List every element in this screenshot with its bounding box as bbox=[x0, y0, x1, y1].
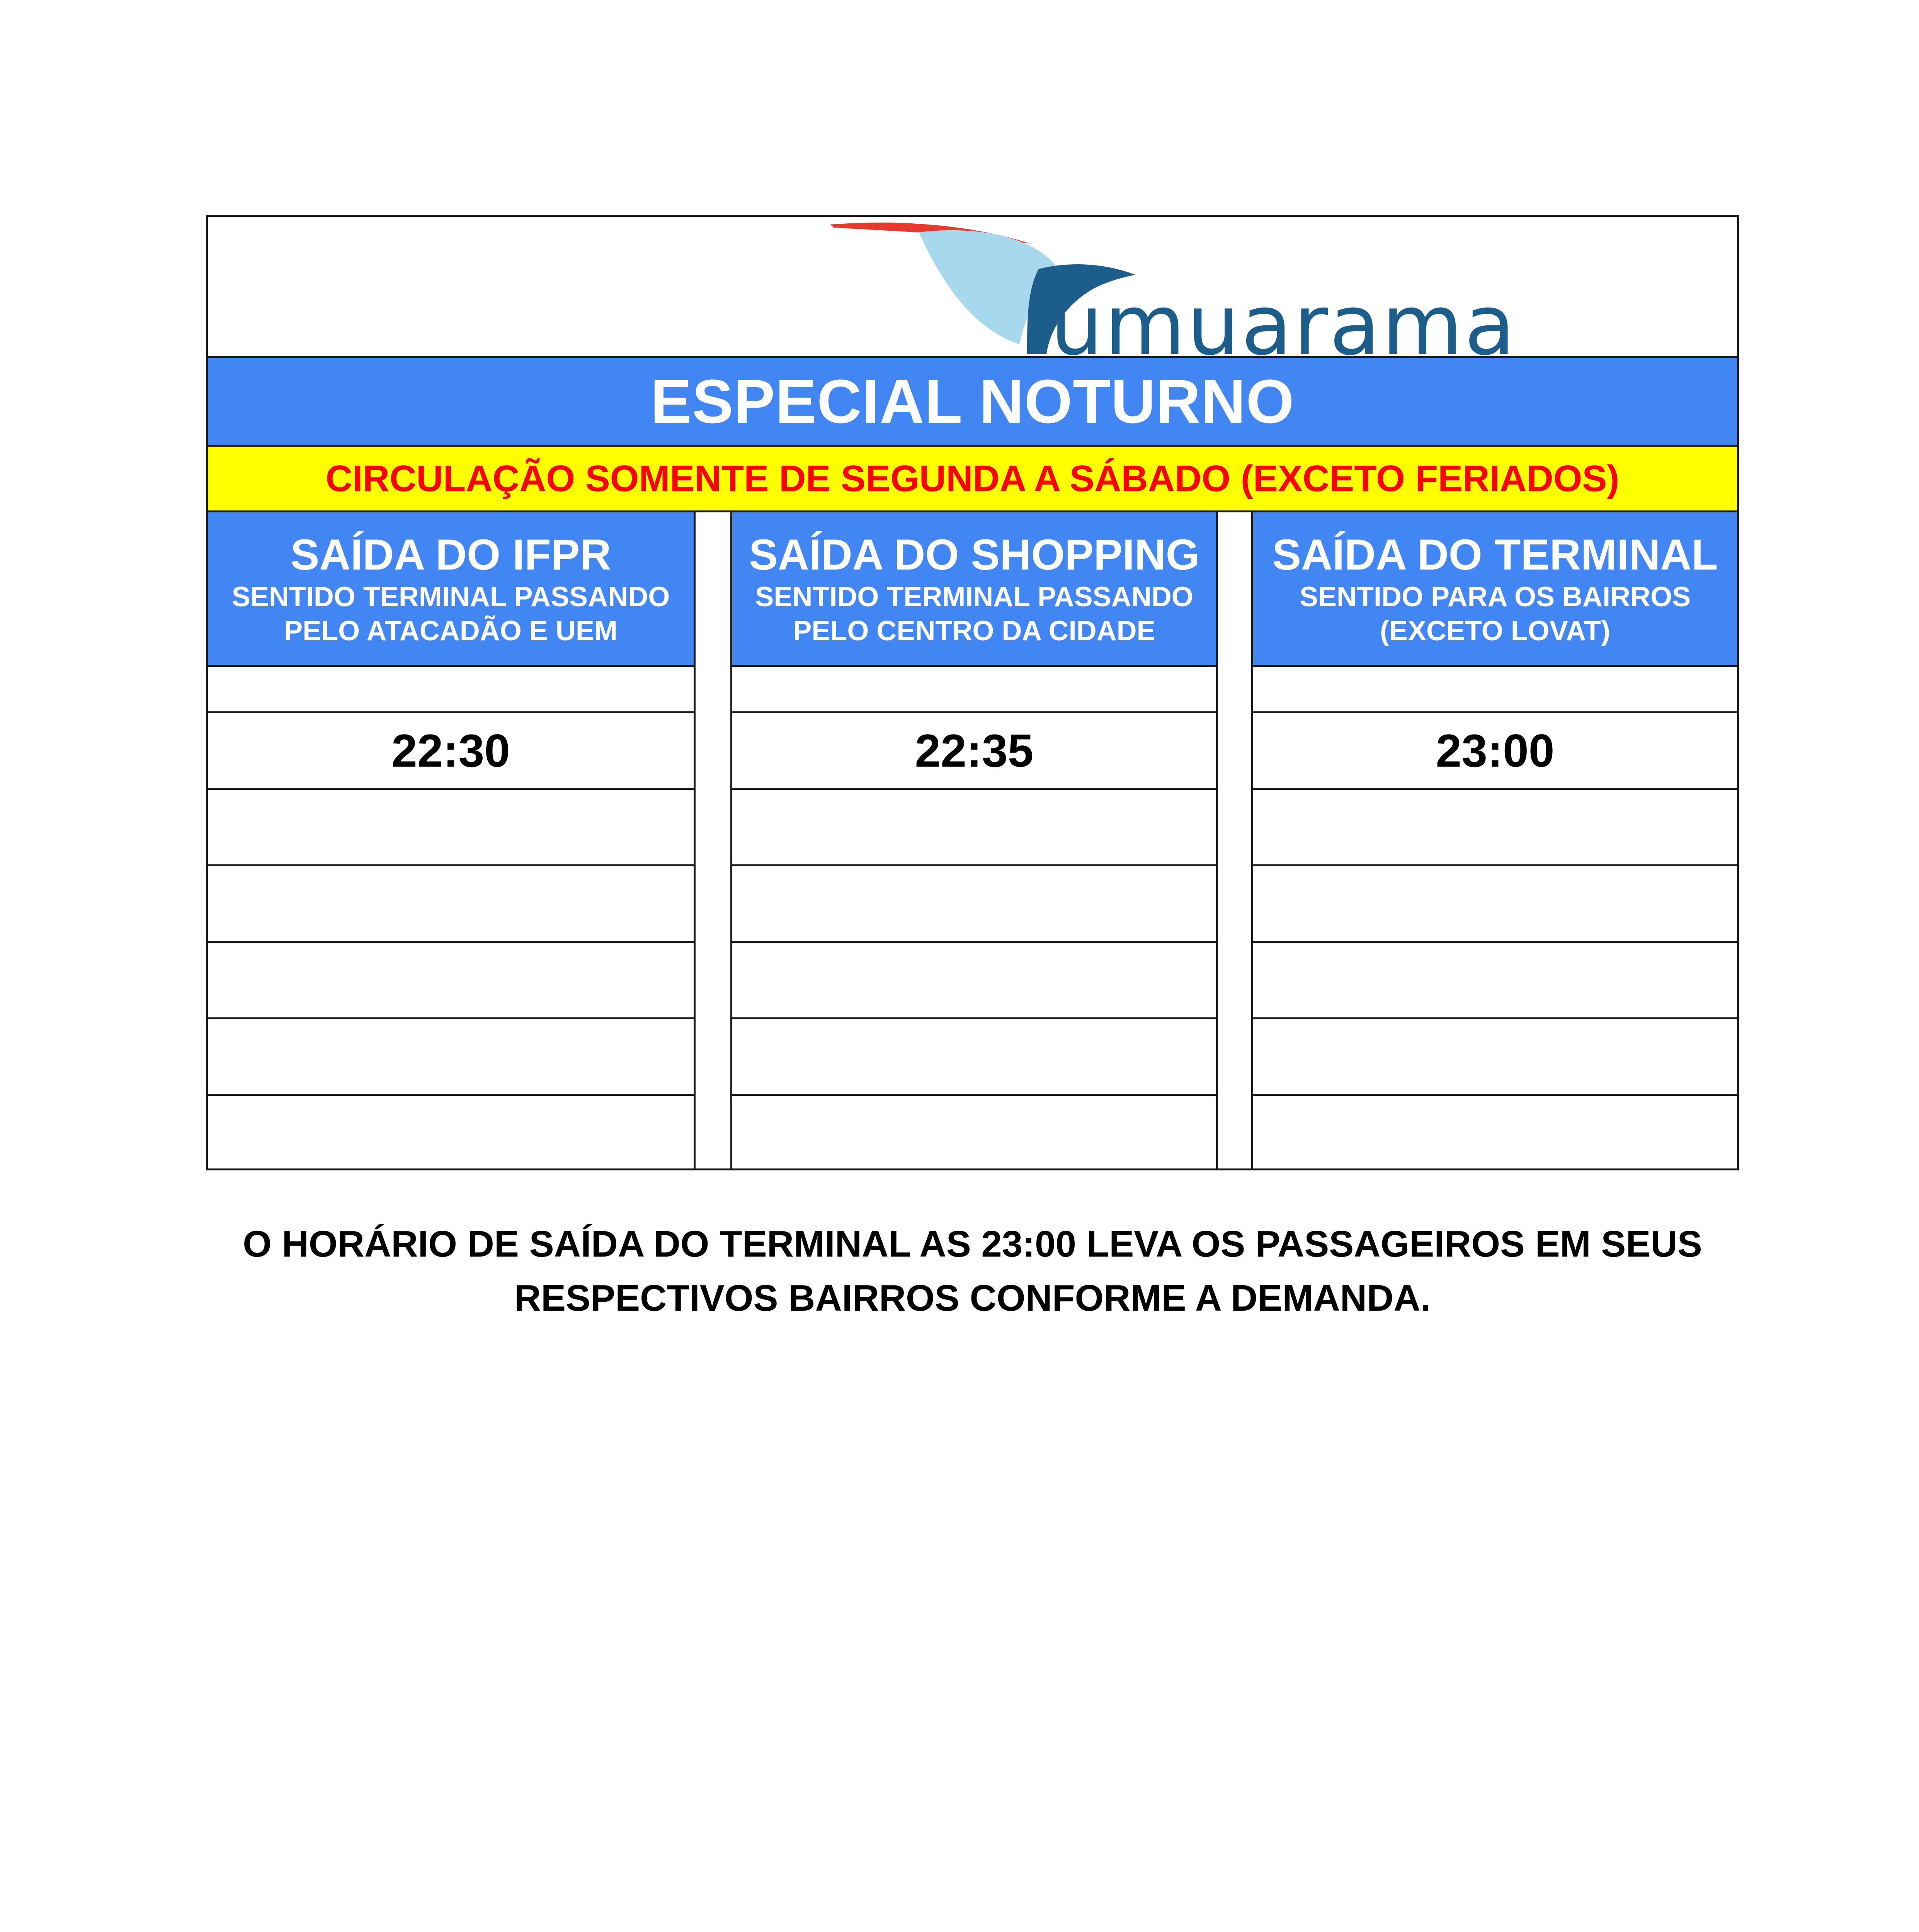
footer-note bbox=[206, 1217, 1739, 1325]
logo-area bbox=[208, 217, 1737, 358]
time-cell bbox=[732, 1019, 1216, 1096]
time-cell bbox=[1253, 1019, 1737, 1096]
footer-line-1: O HORÁRIO DE SAÍDA DO TERMINAL AS 23:00 LEVA OS PASSAGEIROS EM SEUS bbox=[243, 1223, 1702, 1265]
column-subtitle-1: SENTIDO PARA OS BAIRROS bbox=[1299, 581, 1691, 612]
time-cell bbox=[208, 1019, 694, 1096]
time-cell bbox=[1253, 943, 1737, 1019]
time-cell bbox=[208, 943, 694, 1019]
time-cell: 23:00 bbox=[1253, 713, 1737, 790]
circulation-notice: CIRCULAÇÃO SOMENTE DE SEGUNDA A SÁBADO (EXCETO FERIADOS) bbox=[208, 447, 1737, 512]
logo-wordmark: umuarama bbox=[1050, 277, 1517, 356]
column-subtitle-2: PELO CENTRO DA CIDADE bbox=[793, 615, 1155, 646]
time-cell: 22:30 bbox=[208, 713, 694, 790]
time-cell bbox=[732, 866, 1216, 943]
column-title: SAÍDA DO TERMINAL bbox=[1272, 530, 1718, 579]
time-cell bbox=[208, 1096, 694, 1170]
time-cell bbox=[732, 1096, 1216, 1170]
column-subtitle-2: (EXCETO LOVAT) bbox=[1380, 615, 1610, 646]
column-header bbox=[732, 512, 1216, 667]
time-cell bbox=[1253, 790, 1737, 866]
time-cell bbox=[208, 667, 694, 713]
column-subtitle-2: PELO ATACADÃO E UEM bbox=[284, 615, 618, 646]
column-terminal bbox=[1251, 512, 1737, 1168]
time-cell: 22:35 bbox=[732, 713, 1216, 790]
time-cell bbox=[732, 667, 1216, 713]
column-title: SAÍDA DO IFPR bbox=[290, 530, 611, 579]
column-header bbox=[208, 512, 694, 667]
column-title: SAÍDA DO SHOPPING bbox=[749, 530, 1199, 579]
time-cell bbox=[732, 790, 1216, 866]
column-subtitle-1: SENTIDO TERMINAL PASSANDO bbox=[231, 581, 670, 612]
footer-line-2: RESPECTIVOS BAIRROS CONFORME A DEMANDA. bbox=[514, 1277, 1431, 1319]
page-title: ESPECIAL NOTURNO bbox=[208, 358, 1737, 447]
umuarama-logo bbox=[618, 217, 1545, 356]
time-cell bbox=[1253, 667, 1737, 713]
time-cell bbox=[1253, 866, 1737, 943]
column-header bbox=[1253, 512, 1737, 667]
column-shopping bbox=[730, 512, 1218, 1168]
column-ifpr bbox=[208, 512, 696, 1168]
time-cell bbox=[732, 943, 1216, 1019]
schedule-table bbox=[206, 215, 1739, 1170]
time-cell bbox=[208, 866, 694, 943]
time-cell bbox=[1253, 1096, 1737, 1170]
column-subtitle-1: SENTIDO TERMINAL PASSANDO bbox=[755, 581, 1193, 612]
time-cell bbox=[208, 790, 694, 866]
